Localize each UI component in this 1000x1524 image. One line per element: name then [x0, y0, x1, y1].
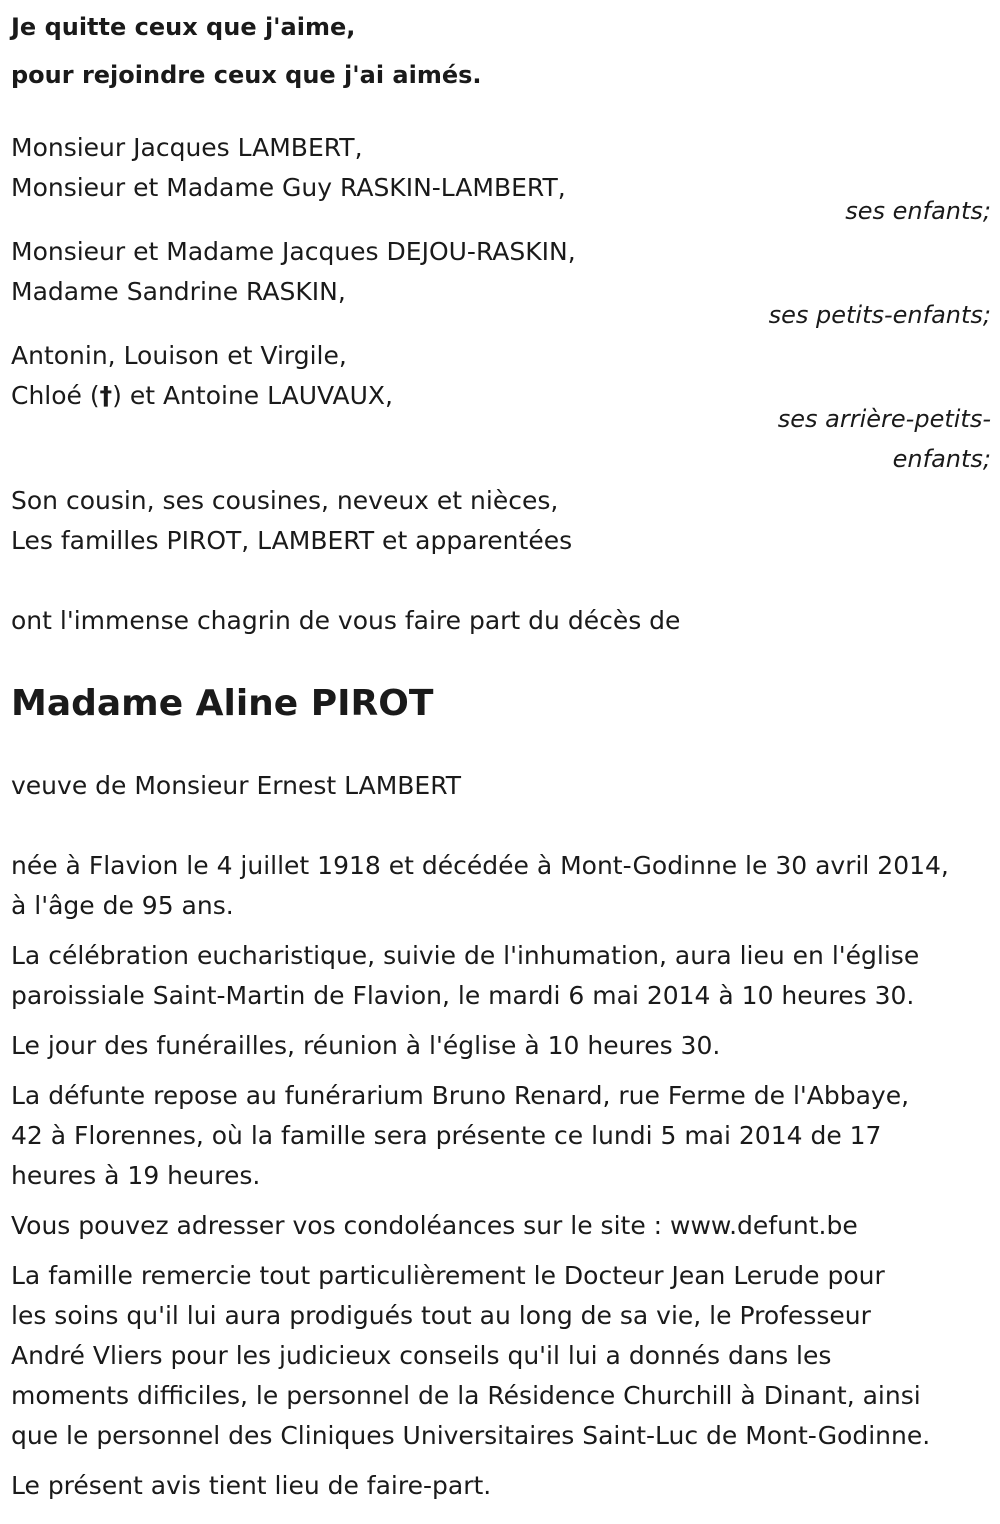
dagger-icon: † [99, 381, 113, 410]
widow-of: veuve de Monsieur Ernest LAMBERT [11, 771, 462, 800]
great-grandchild-text: Chloé ( [11, 381, 100, 410]
announcement: ont l'immense chagrin de vous faire part du décès de [11, 606, 681, 635]
grandchild-name: Monsieur et Madame Jacques DEJOU-RASKIN, [11, 237, 576, 266]
child-name: Monsieur et Madame Guy RASKIN-LAMBERT, [11, 173, 566, 202]
paragraph-line: moments difficiles, le personnel de la Résidence Churchill à Dinant, ainsi [11, 1381, 921, 1410]
paragraph-line: paroissiale Saint-Martin de Flavion, le mardi 6 mai 2014 à 10 heures 30. [11, 981, 915, 1010]
grandchildren-block [11, 232, 991, 335]
ceremony-paragraph [11, 936, 991, 1016]
role-line: enfants; [892, 445, 991, 473]
paragraph-line: heures à 19 heures. [11, 1161, 261, 1190]
grandchildren-role: ses petits-enfants; [768, 301, 991, 329]
birth-death-paragraph [11, 846, 991, 926]
relatives-line: Les familles PIROT, LAMBERT et apparentées [11, 526, 573, 555]
paragraph-line: née à Flavion le 4 juillet 1918 et décédée à Mont-Godinne le 30 avril 2014, [11, 851, 949, 880]
condolences-paragraph [11, 1206, 991, 1246]
deceased-name: Madame Aline PIROT [11, 683, 434, 724]
children-block [11, 128, 991, 231]
epigraph-line-2: pour rejoindre ceux que j'ai aimés. [11, 61, 482, 89]
great-grandchild-names: Antonin, Louison et Virgile, [11, 341, 347, 370]
epigraph [11, 3, 991, 99]
closing-paragraph [11, 1466, 991, 1506]
paragraph-line: Le jour des funérailles, réunion à l'église à 10 heures 30. [11, 1031, 721, 1060]
paragraph-line: 42 à Florennes, où la famille sera présente ce lundi 5 mai 2014 de 17 [11, 1121, 882, 1150]
other-relatives-block [11, 481, 991, 561]
paragraph-line: Le présent avis tient lieu de faire-part. [11, 1471, 492, 1500]
paragraph-line: que le personnel des Cliniques Universitaires Saint-Luc de Mont-Godinne. [11, 1421, 931, 1450]
great-grandchild-text: ) et Antoine LAUVAUX, [112, 381, 393, 410]
paragraph-line: La célébration eucharistique, suivie de l'inhumation, aura lieu en l'église [11, 941, 920, 970]
rest-paragraph [11, 1076, 991, 1196]
obituary-notice [11, 0, 991, 1516]
relatives-line: Son cousin, ses cousines, neveux et nièces, [11, 486, 559, 515]
children-role: ses enfants; [845, 197, 991, 225]
role-line: ses arrière-petits- [777, 405, 991, 433]
paragraph-line: les soins qu'il lui aura prodigués tout au long de sa vie, le Professeur [11, 1301, 871, 1330]
thanks-paragraph [11, 1256, 991, 1456]
child-name: Monsieur Jacques LAMBERT, [11, 133, 363, 162]
paragraph-line: André Vliers pour les judicieux conseils qu'il lui a donnés dans les [11, 1341, 832, 1370]
epigraph-line-1: Je quitte ceux que j'aime, [11, 13, 356, 41]
paragraph-line: La famille remercie tout particulièrement le Docteur Jean Lerude pour [11, 1261, 885, 1290]
paragraph-line: La défunte repose au funérarium Bruno Renard, rue Ferme de l'Abbaye, [11, 1081, 910, 1110]
paragraph-line: à l'âge de 95 ans. [11, 891, 234, 920]
great-grandchildren-block [11, 336, 991, 479]
paragraph-line: Vous pouvez adresser vos condoléances sur le site : www.defunt.be [11, 1211, 858, 1240]
grandchild-name: Madame Sandrine RASKIN, [11, 277, 346, 306]
meeting-paragraph [11, 1026, 991, 1066]
